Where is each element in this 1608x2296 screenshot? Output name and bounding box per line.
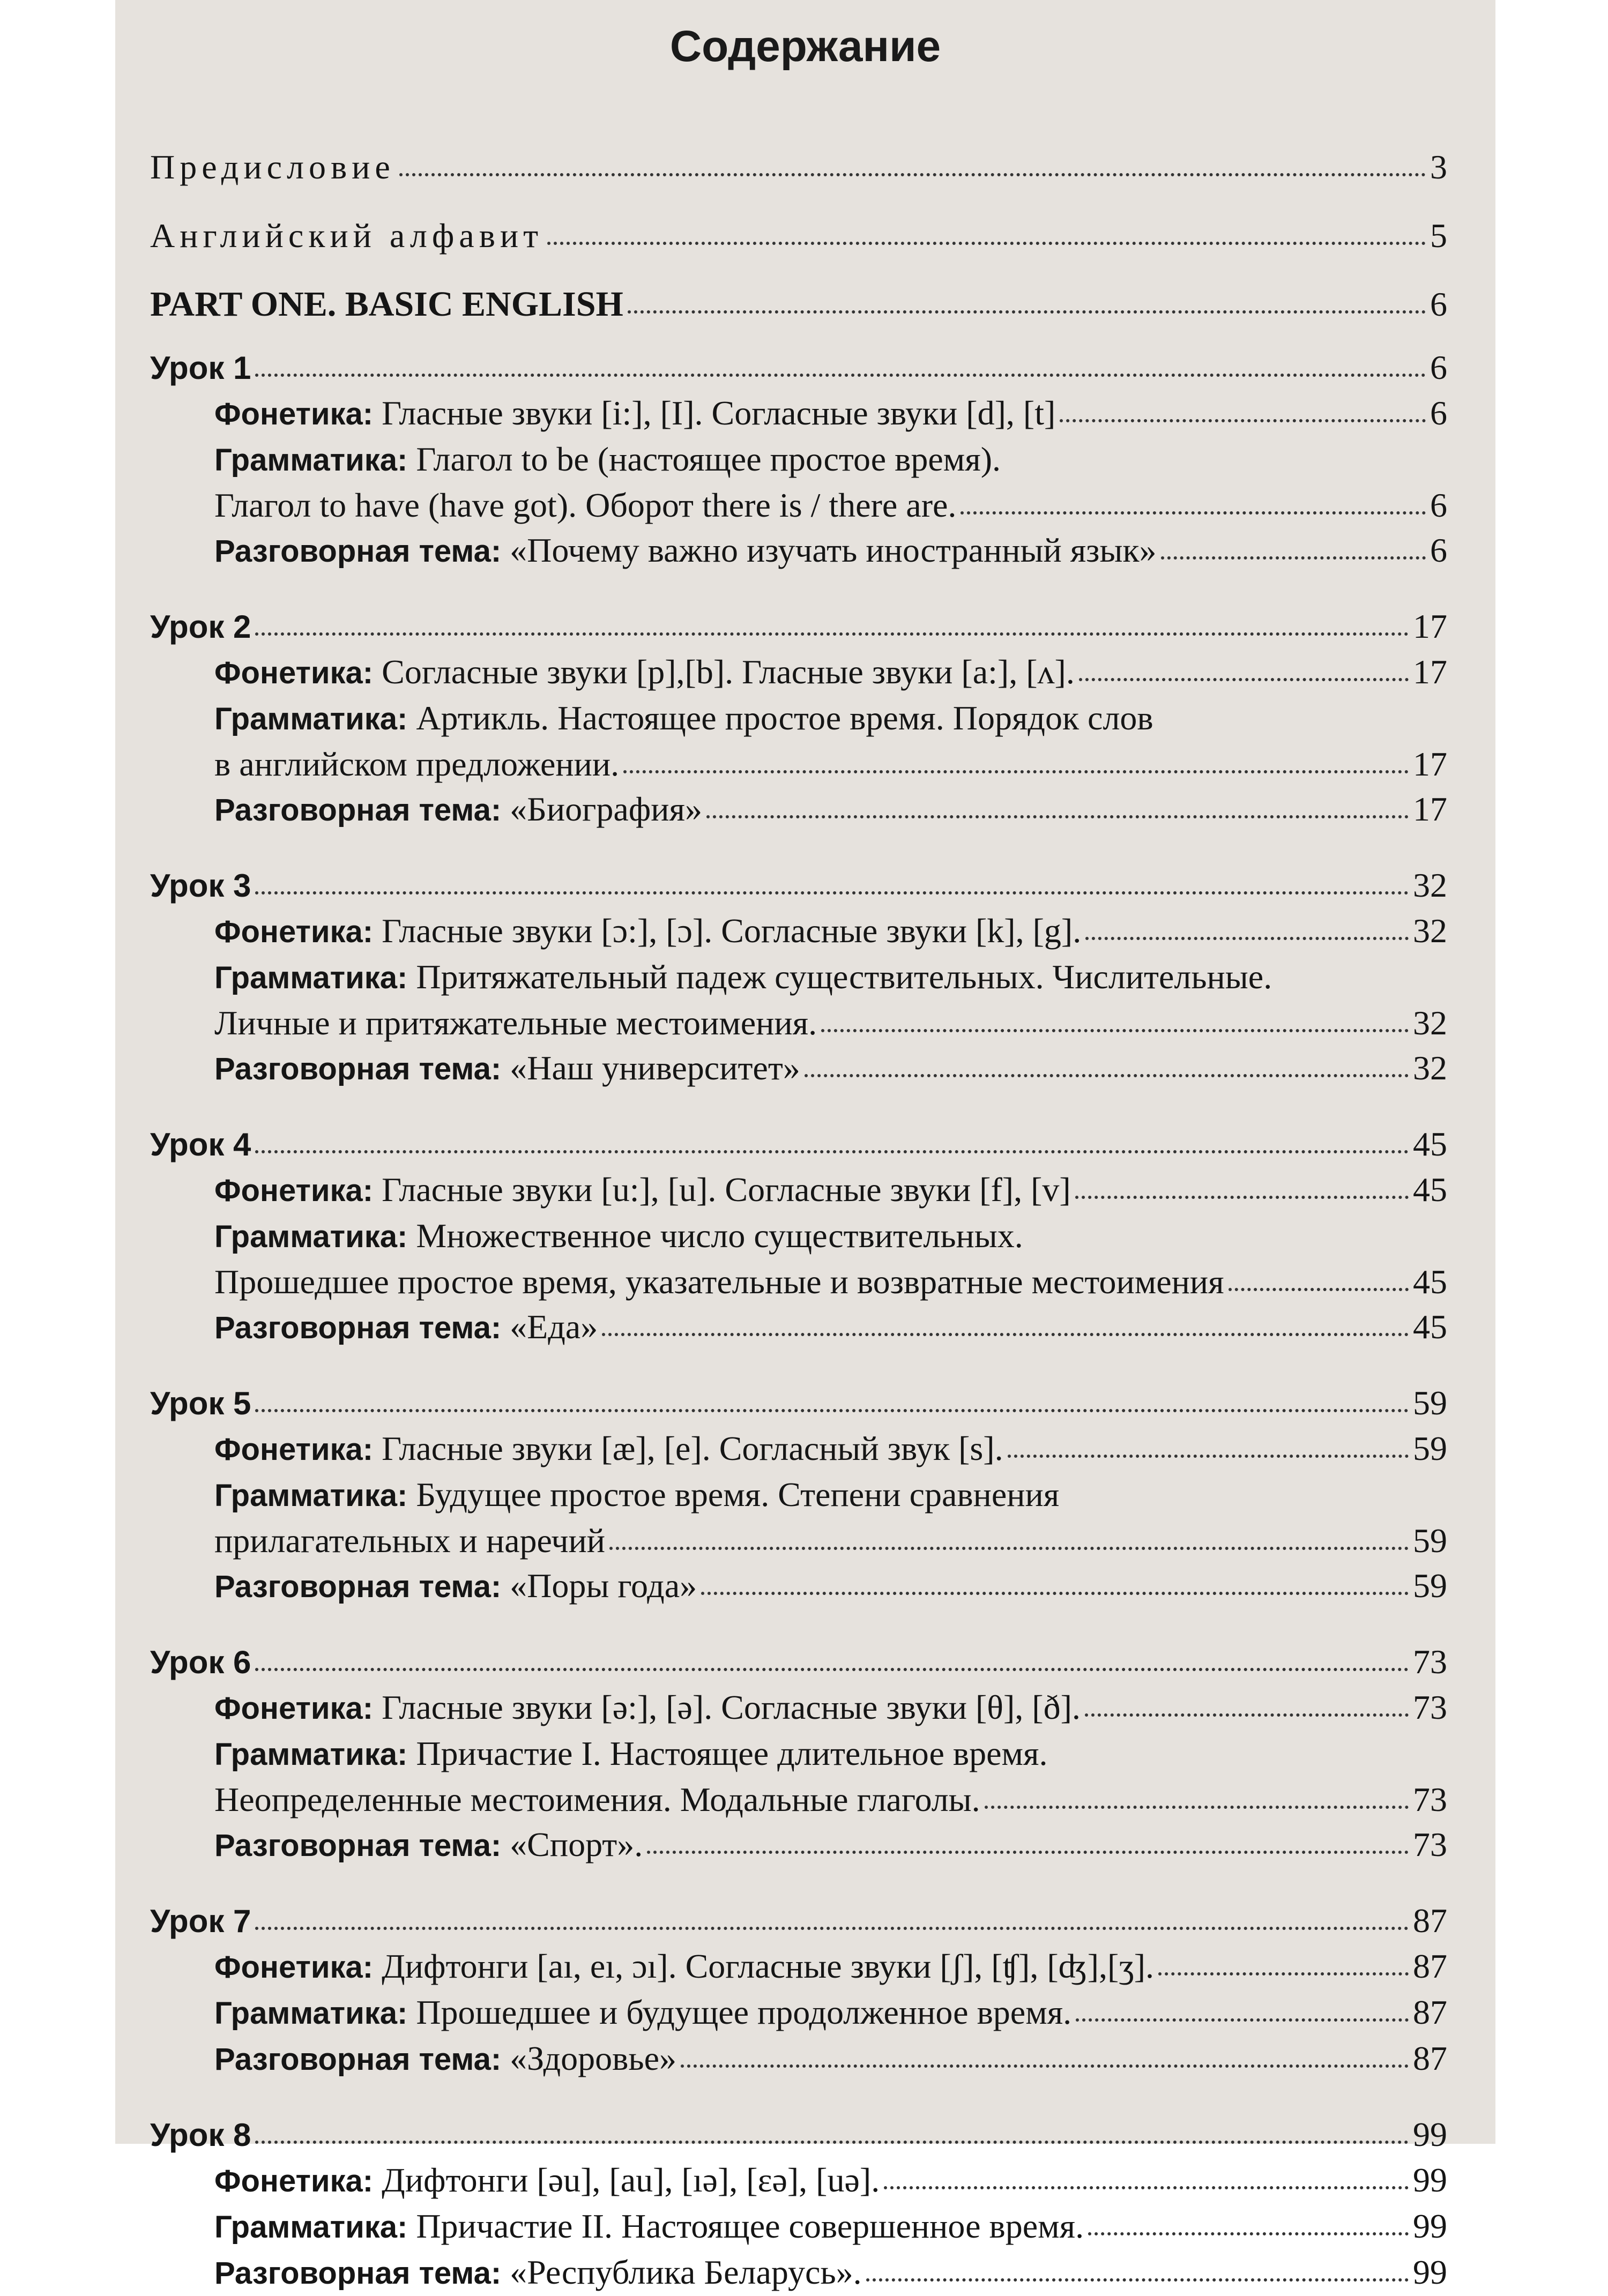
phonetics-text: Гласные звуки [æ], [e]. Согласный звук [s]. <box>373 1429 1003 1467</box>
lesson-title: Урок 4 <box>150 1127 251 1162</box>
lesson-phonetics <box>150 908 1447 955</box>
lesson-grammar <box>150 1990 1447 2036</box>
lesson-block <box>150 345 1447 574</box>
grammar-text: Причастие I. Настоящее длительное время. <box>407 1734 1048 1772</box>
lesson-block <box>150 1122 1447 1351</box>
entry-title <box>214 908 1081 955</box>
lesson-topic <box>150 2250 1447 2296</box>
dot-leader <box>866 2278 1409 2282</box>
lesson-block <box>150 863 1447 1092</box>
lesson-block <box>150 1381 1447 1609</box>
lesson-phonetics <box>150 650 1447 696</box>
dot-leader <box>602 1333 1409 1336</box>
toc-entry-part-one <box>150 282 1447 327</box>
page-number: 73 <box>1413 1643 1447 1681</box>
entry-title <box>214 1304 598 1351</box>
lesson-heading <box>150 1898 1447 1944</box>
entry-title <box>214 787 702 833</box>
lesson-grammar-cont <box>150 1001 1447 1046</box>
grammar-text-cont: Глагол to have (have got). Оборот there is / there are. <box>214 486 957 524</box>
entry-title <box>214 391 1055 437</box>
page-number: 45 <box>1413 1263 1447 1301</box>
lesson-topic <box>150 1046 1447 1092</box>
grammar-label: Грамматика: <box>214 2210 408 2245</box>
phonetics-text: Дифтонги [əu], [au], [ıə], [εə], [uə]. <box>373 2161 880 2199</box>
phonetics-text: Дифтонги [aı, eı, ɔı]. Согласные звуки [ʃ], [ʧ], [ʤ],[ʒ]. <box>373 1947 1155 1985</box>
entry-title <box>214 1167 1071 1213</box>
lesson-title: Урок 2 <box>150 609 251 645</box>
entry-title <box>214 1944 1154 1990</box>
lesson-topic <box>150 2036 1447 2082</box>
lesson-block <box>150 1639 1447 1868</box>
phonetics-label: Фонетика: <box>214 2164 374 2198</box>
phonetics-text: Гласные звуки [ɔ:], [ɔ]. Согласные звуки [k], [g]. <box>373 912 1082 950</box>
lesson-grammar-cont <box>150 1259 1447 1304</box>
lesson-title: Урок 5 <box>150 1385 251 1421</box>
dot-leader <box>805 1074 1409 1077</box>
topic-text: «Спорт». <box>501 1825 643 1863</box>
topic-text: «Почему важно изучать иностранный язык» <box>501 531 1157 569</box>
page-number: 59 <box>1413 1522 1447 1560</box>
topic-label: Разговорная тема: <box>214 1828 502 1863</box>
topic-label: Разговорная тема: <box>214 534 502 569</box>
page-number: 45 <box>1413 1171 1447 1209</box>
entry-title <box>214 1990 1071 2036</box>
part-title: PART ONE. BASIC ENGLISH <box>150 285 623 324</box>
lesson-heading <box>150 1122 1447 1167</box>
dot-leader <box>681 2064 1409 2068</box>
dot-leader <box>255 891 1409 894</box>
page-number: 99 <box>1413 2115 1447 2153</box>
page-number: 87 <box>1413 1947 1447 1985</box>
dot-leader <box>399 173 1426 176</box>
dot-leader <box>985 1806 1409 1809</box>
phonetics-label: Фонетика: <box>214 1950 374 1985</box>
dot-leader <box>1075 1196 1409 1199</box>
lesson-heading <box>150 604 1447 650</box>
grammar-label: Грамматика: <box>214 443 408 478</box>
dot-leader <box>628 310 1426 314</box>
dot-leader <box>884 2186 1409 2189</box>
lesson-grammar <box>150 2204 1447 2250</box>
page-number: 6 <box>1430 486 1447 524</box>
page-number: 73 <box>1413 1780 1447 1818</box>
topic-label: Разговорная тема: <box>214 1569 502 1604</box>
dot-leader <box>547 242 1426 245</box>
phonetics-text: Гласные звуки [i:], [I]. Согласные звуки [d], [t] <box>373 394 1056 432</box>
topic-label: Разговорная тема: <box>214 2256 502 2291</box>
dot-leader <box>623 770 1409 773</box>
grammar-text: Причастие II. Настоящее совершенное время. <box>407 2207 1084 2245</box>
lesson-grammar <box>150 1213 1447 1259</box>
lesson-title: Урок 6 <box>150 1644 251 1680</box>
dot-leader <box>609 1547 1409 1550</box>
page-number: 6 <box>1430 348 1447 386</box>
grammar-text: Будущее простое время. Степени сравнения <box>407 1475 1060 1514</box>
lesson-heading <box>150 1381 1447 1426</box>
page-number: 99 <box>1413 2253 1447 2291</box>
lesson-phonetics <box>150 1944 1447 1990</box>
dot-leader <box>255 1927 1409 1930</box>
lesson-grammar <box>150 955 1447 1001</box>
phonetics-text: Согласные звуки [p],[b]. Гласные звуки [a:], [ʌ]. <box>373 653 1075 691</box>
lesson-grammar-cont <box>150 1518 1447 1563</box>
grammar-text-cont: Личные и притяжательные местоимения. <box>214 1004 817 1042</box>
phonetics-label: Фонетика: <box>214 397 374 431</box>
phonetics-label: Фонетика: <box>214 1691 374 1726</box>
lesson-block <box>150 2112 1447 2296</box>
topic-label: Разговорная тема: <box>214 793 502 828</box>
page-number: 87 <box>1413 1902 1447 1940</box>
entry-title <box>214 1563 697 1609</box>
grammar-text: Притяжательный падеж существительных. Числительные. <box>407 958 1272 996</box>
dot-leader <box>1076 2018 1409 2022</box>
dot-leader <box>961 511 1426 515</box>
topic-text: «Наш университет» <box>501 1049 800 1087</box>
dot-leader <box>255 2141 1409 2144</box>
lesson-grammar <box>150 696 1447 742</box>
grammar-text: Глагол to be (настоящее простое время). <box>407 440 1001 478</box>
lesson-grammar <box>150 437 1447 483</box>
lesson-phonetics <box>150 1685 1447 1731</box>
page-number: 87 <box>1413 1993 1447 2031</box>
lesson-phonetics <box>150 2158 1447 2204</box>
phonetics-text: Гласные звуки [u:], [u]. Согласные звуки [f], [v] <box>373 1171 1071 1209</box>
lesson-topic <box>150 528 1447 574</box>
page-number: 59 <box>1413 1567 1447 1605</box>
page-number: 17 <box>1413 790 1447 828</box>
dot-leader <box>255 1668 1409 1671</box>
entry-title: Английский алфавит <box>150 217 544 255</box>
dot-leader <box>255 1150 1409 1153</box>
lesson-topic <box>150 1563 1447 1609</box>
lesson-title: Урок 3 <box>150 868 251 904</box>
entry-title <box>214 1685 1081 1731</box>
dot-leader <box>1085 1713 1409 1717</box>
topic-text: «Еда» <box>501 1308 598 1346</box>
page-number: 99 <box>1413 2161 1447 2199</box>
entry-title <box>214 2204 1084 2250</box>
page-number: 17 <box>1413 653 1447 691</box>
topic-label: Разговорная тема: <box>214 1310 502 1345</box>
toc-entry-preface <box>150 145 1447 190</box>
lesson-heading <box>150 1639 1447 1685</box>
lesson-block <box>150 1898 1447 2082</box>
grammar-label: Грамматика: <box>214 960 408 995</box>
toc-entry-alphabet <box>150 213 1447 258</box>
page-number: 87 <box>1413 2039 1447 2077</box>
lesson-grammar <box>150 1472 1447 1518</box>
page-number: 32 <box>1413 1004 1447 1042</box>
dot-leader <box>647 1851 1409 1854</box>
grammar-text-cont: Прошедшее простое время, указательные и возвратные местоимения <box>214 1263 1224 1301</box>
dot-leader <box>255 632 1409 636</box>
page-number: 59 <box>1413 1429 1447 1467</box>
entry-title <box>214 2158 880 2204</box>
lesson-grammar <box>150 1731 1447 1777</box>
topic-label: Разговорная тема: <box>214 2042 502 2077</box>
lesson-heading <box>150 2112 1447 2158</box>
entry-title <box>214 1426 1003 1472</box>
lesson-block <box>150 604 1447 833</box>
lesson-grammar-cont <box>150 1777 1447 1822</box>
lesson-phonetics <box>150 1167 1447 1213</box>
grammar-label: Грамматика: <box>214 1996 408 2031</box>
phonetics-label: Фонетика: <box>214 655 374 690</box>
dot-leader <box>821 1029 1409 1032</box>
grammar-text: Прошедшее и будущее продолженное время. <box>407 1993 1072 2031</box>
dot-leader <box>255 374 1426 377</box>
entry-title <box>214 2036 676 2082</box>
page-number: 17 <box>1413 745 1447 783</box>
dot-leader <box>1085 937 1409 940</box>
page-title: Содержание <box>669 22 941 71</box>
topic-text: «Поры года» <box>501 1567 697 1605</box>
page-number: 59 <box>1413 1384 1447 1422</box>
entry-title <box>214 650 1075 696</box>
dot-leader <box>706 815 1409 818</box>
topic-text: «Биография» <box>501 790 702 828</box>
grammar-label: Грамматика: <box>214 1478 408 1513</box>
page-number: 32 <box>1413 912 1447 950</box>
grammar-label: Грамматика: <box>214 702 408 736</box>
dot-leader <box>1229 1288 1409 1291</box>
page-number: 6 <box>1430 285 1447 323</box>
dot-leader <box>1060 419 1426 422</box>
dot-leader <box>255 1409 1409 1412</box>
phonetics-label: Фонетика: <box>214 914 374 949</box>
grammar-text: Множественное число существительных. <box>407 1217 1023 1255</box>
page-number: 32 <box>1413 1049 1447 1087</box>
grammar-text: Артикль. Настоящее простое время. Порядок слов <box>407 699 1153 737</box>
dot-leader <box>701 1592 1409 1595</box>
entry-title <box>214 528 1157 574</box>
lesson-phonetics <box>150 1426 1447 1472</box>
dot-leader <box>1088 2232 1409 2235</box>
page-number: 6 <box>1430 394 1447 432</box>
entry-title: Предисловие <box>150 148 395 186</box>
phonetics-label: Фонетика: <box>214 1173 374 1208</box>
topic-label: Разговорная тема: <box>214 1052 502 1086</box>
topic-text: «Здоровье» <box>501 2039 676 2077</box>
grammar-text-cont: Неопределенные местоимения. Модальные глаголы. <box>214 1780 980 1818</box>
page-number: 17 <box>1413 607 1447 645</box>
page-number: 73 <box>1413 1688 1447 1726</box>
entry-title <box>214 1046 800 1092</box>
lesson-topic <box>150 1304 1447 1351</box>
lesson-grammar-cont <box>150 483 1447 528</box>
grammar-label: Грамматика: <box>214 1219 408 1254</box>
page-number: 5 <box>1430 217 1447 255</box>
lesson-phonetics <box>150 391 1447 437</box>
lesson-title: Урок 8 <box>150 2117 251 2153</box>
grammar-text-cont: в английском предложении. <box>214 745 620 783</box>
page-number: 3 <box>1430 148 1447 186</box>
dot-leader <box>1079 678 1409 681</box>
lesson-topic <box>150 1822 1447 1868</box>
grammar-text-cont: прилагательных и наречий <box>214 1522 605 1560</box>
dot-leader <box>1158 1972 1409 1976</box>
page-number: 32 <box>1413 866 1447 904</box>
lesson-list <box>150 327 1447 2296</box>
lesson-grammar-cont <box>150 742 1447 787</box>
dot-leader <box>1008 1455 1409 1458</box>
lesson-heading <box>150 345 1447 391</box>
entry-title <box>214 2250 862 2296</box>
page-number: 73 <box>1413 1825 1447 1863</box>
lesson-title: Урок 1 <box>150 350 251 386</box>
lesson-heading <box>150 863 1447 908</box>
page-number: 45 <box>1413 1308 1447 1346</box>
page-number: 99 <box>1413 2207 1447 2245</box>
table-of-contents <box>150 145 1447 2296</box>
book-page <box>115 0 1495 2291</box>
phonetics-label: Фонетика: <box>214 1432 374 1467</box>
page-number: 6 <box>1430 531 1447 569</box>
grammar-label: Грамматика: <box>214 1737 408 1772</box>
lesson-topic <box>150 787 1447 833</box>
lesson-title: Урок 7 <box>150 1903 251 1939</box>
topic-text: «Республика Беларусь». <box>501 2253 862 2291</box>
entry-title <box>214 1822 643 1868</box>
dot-leader <box>1161 556 1426 560</box>
page-number: 45 <box>1413 1125 1447 1163</box>
phonetics-text: Гласные звуки [ə:], [ə]. Согласные звуки [θ], [ð]. <box>373 1688 1081 1726</box>
